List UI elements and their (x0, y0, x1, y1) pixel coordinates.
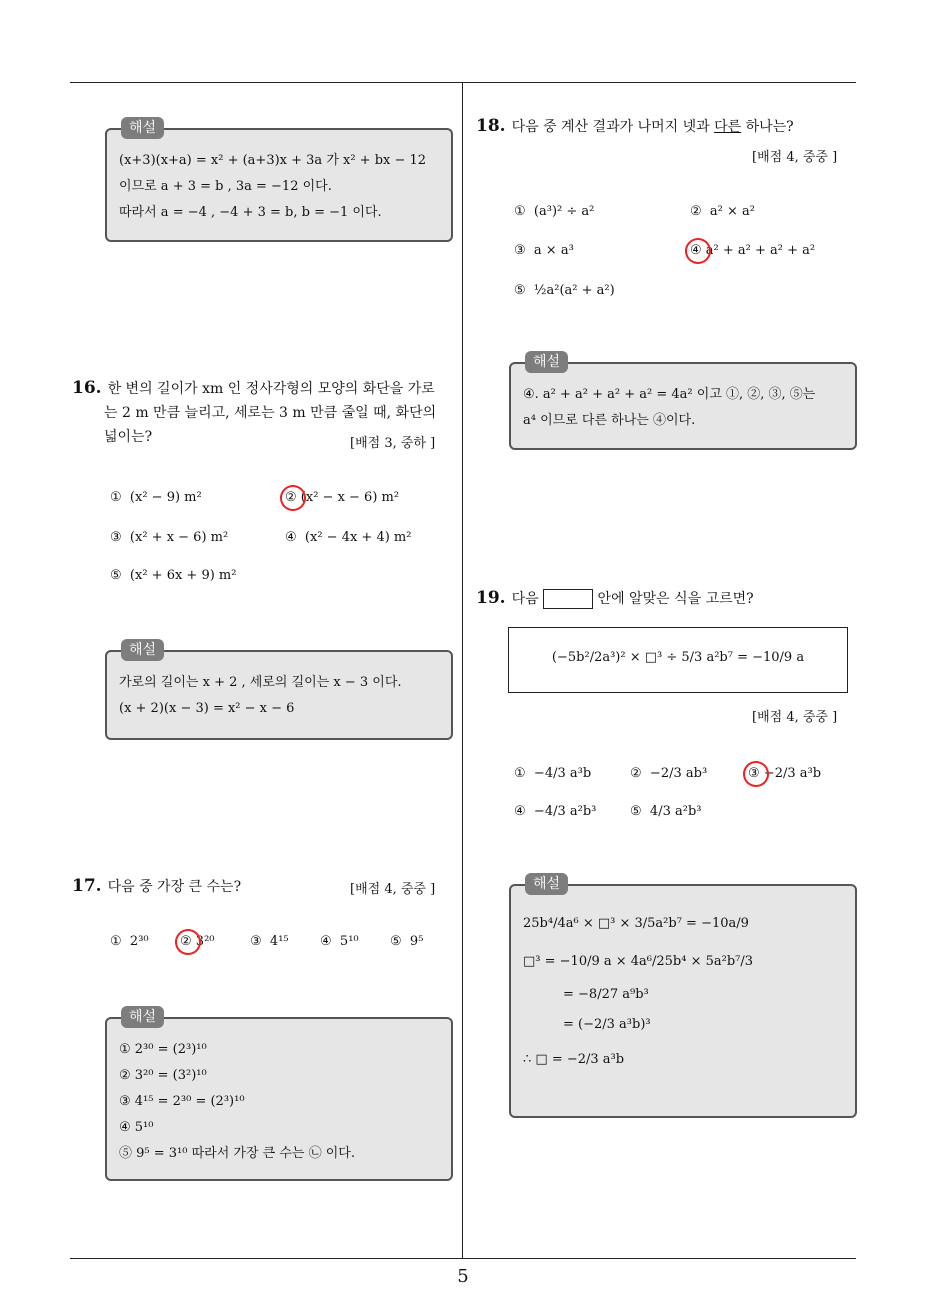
option-mark: ② (690, 204, 702, 219)
option-mark-circled: ② (285, 490, 297, 505)
answer-blank-box (543, 589, 593, 609)
option-mark: ① (110, 490, 122, 505)
option-text: (x² − x − 6) m² (300, 490, 400, 505)
q15-solution-box (105, 120, 453, 242)
option-text: (x² − 4x + 4) m² (304, 530, 412, 545)
q19-meta: [배점 4, 중중 ] (752, 710, 838, 725)
solution-line: ④. a² + a² + a² + a² = 4a² 이고 ①, ②, ③, ⑤는 (523, 387, 816, 402)
option-mark-circled: ② (180, 934, 192, 949)
q18-number: 18. (476, 116, 506, 136)
option-mark: ① (514, 766, 526, 781)
q19-expression: (−5b²/2a³)² × □³ ÷ 5/3 a²b⁷ = −10/9 a (551, 650, 805, 665)
q17-question (72, 874, 241, 899)
solution-line: ② 3²⁰ = (3²)¹⁰ (119, 1068, 207, 1083)
q18-text-underlined: 다른 (714, 119, 742, 135)
q19-option-1[interactable] (514, 766, 591, 781)
option-text: −2/3 a³b (763, 766, 822, 781)
solution-line: ① 2³⁰ = (2³)¹⁰ (119, 1042, 207, 1057)
solution-line: = (−2/3 a³b)³ (563, 1017, 651, 1032)
solution-line: 25b⁴/4a⁶ × □³ × 3/5a²b⁷ = −10a/9 (523, 916, 749, 931)
solution-line: ④ 5¹⁰ (119, 1120, 154, 1135)
option-mark: ④ (285, 530, 297, 545)
q16-solution-box (105, 642, 453, 740)
solution-line: 이므로 a + 3 = b , 3a = −12 이다. (119, 179, 332, 194)
q16-option-3[interactable] (110, 530, 228, 545)
option-mark: ① (110, 934, 122, 949)
top-rule (70, 82, 856, 83)
q19-number: 19. (476, 588, 506, 608)
option-text: (x² + 6x + 9) m² (129, 568, 237, 583)
q17-option-1[interactable] (110, 934, 149, 949)
option-mark: ⑤ (110, 568, 122, 583)
q18-text-before: 다음 중 계산 결과가 나머지 넷과 (511, 119, 715, 135)
solution-line: ③ 4¹⁵ = 2³⁰ = (2³)¹⁰ (119, 1094, 245, 1109)
q16-text-line1: 한 변의 길이가 xm 인 정사각형의 모양의 화단을 가로 (107, 381, 435, 397)
q19-expression-frame (508, 627, 848, 693)
option-mark: ⑤ (514, 283, 526, 298)
option-text: 4¹⁵ (269, 934, 289, 949)
page-number: 5 (457, 1266, 469, 1287)
option-text: −2/3 ab³ (649, 766, 708, 781)
option-mark-circled: ③ (748, 766, 760, 781)
q16-number: 16. (72, 378, 102, 398)
option-text: a² × a² (709, 204, 756, 219)
q19-option-2[interactable] (630, 766, 707, 781)
q18-text-after: 하나는? (741, 119, 794, 135)
option-mark: ③ (514, 243, 526, 258)
solution-tag: 해설 (525, 873, 568, 895)
option-text: 3²⁰ (195, 934, 215, 949)
option-mark: ③ (250, 934, 262, 949)
q18-option-4[interactable] (690, 243, 815, 258)
q17-number: 17. (72, 876, 102, 896)
bottom-rule (70, 1258, 856, 1259)
q18-meta: [배점 4, 중중 ] (752, 150, 838, 165)
option-text: 9⁵ (409, 934, 424, 949)
q17-option-4[interactable] (320, 934, 359, 949)
q19-option-4[interactable] (514, 804, 596, 819)
q18-option-3[interactable] (514, 243, 574, 258)
option-text: (a³)² ÷ a² (533, 204, 595, 219)
solution-line: □³ = −10/9 a × 4a⁶/25b⁴ × 5a²b⁷/3 (523, 954, 754, 969)
option-text: (x² − 9) m² (129, 490, 202, 505)
q19-solution-box (509, 876, 857, 1118)
solution-line: a⁴ 이므로 다른 하나는 ④이다. (523, 413, 696, 428)
q19-option-3[interactable] (748, 766, 821, 781)
q17-meta: [배점 4, 중중 ] (350, 882, 436, 897)
option-mark-circled: ④ (690, 243, 702, 258)
q16-option-5[interactable] (110, 568, 236, 583)
q16-option-4[interactable] (285, 530, 411, 545)
q16-option-1[interactable] (110, 490, 202, 505)
option-mark: ③ (110, 530, 122, 545)
q19-option-5[interactable] (630, 804, 701, 819)
solution-tag: 해설 (525, 351, 568, 373)
option-text: −4/3 a²b³ (533, 804, 597, 819)
solution-tag: 해설 (121, 1006, 164, 1028)
q16-text-line2: 는 2 m 만큼 늘리고, 세로는 3 m 만큼 줄일 때, 화단의 (104, 405, 437, 421)
column-divider (462, 82, 463, 1259)
solution-line: ∴ □ = −2/3 a³b (523, 1052, 625, 1067)
solution-line: = −8/27 a⁹b³ (563, 987, 649, 1002)
option-text: −4/3 a³b (533, 766, 592, 781)
solution-line: (x+3)(x+a) = x² + (a+3)x + 3a 가 x² + bx − 12 (119, 153, 427, 168)
solution-tag: 해설 (121, 117, 164, 139)
q18-option-1[interactable] (514, 204, 594, 219)
q16-text-line3: 넓이는? (104, 429, 153, 445)
option-text: a² + a² + a² + a² (705, 243, 816, 258)
q19-text-after: 안에 알맞은 식을 고르면? (597, 591, 754, 607)
option-text: 5¹⁰ (339, 934, 359, 949)
option-text: 4/3 a²b³ (649, 804, 702, 819)
q18-option-2[interactable] (690, 204, 755, 219)
q17-solution-box (105, 1009, 453, 1181)
option-mark: ④ (320, 934, 332, 949)
q19-question (476, 586, 754, 611)
q16-meta: [배점 3, 중하 ] (350, 436, 436, 451)
option-mark: ⑤ (630, 804, 642, 819)
q19-text-before: 다음 (511, 591, 539, 607)
solution-line: ⑤ 9⁵ = 3¹⁰ 따라서 가장 큰 수는 ㉡ 이다. (119, 1146, 355, 1161)
option-mark: ⑤ (390, 934, 402, 949)
option-mark: ④ (514, 804, 526, 819)
q18-option-5[interactable] (514, 283, 615, 298)
q18-question (476, 114, 794, 139)
option-mark: ② (630, 766, 642, 781)
option-mark: ① (514, 204, 526, 219)
solution-line: 따라서 a = −4 , −4 + 3 = b, b = −1 이다. (119, 205, 382, 220)
q17-option-2[interactable] (180, 934, 215, 949)
q17-option-3[interactable] (250, 934, 289, 949)
solution-tag: 해설 (121, 639, 164, 661)
q17-option-5[interactable] (390, 934, 423, 949)
option-text: a × a³ (533, 243, 574, 258)
option-text: 2³⁰ (129, 934, 149, 949)
q18-solution-box (509, 354, 857, 450)
solution-line: 가로의 길이는 x + 2 , 세로의 길이는 x − 3 이다. (119, 675, 402, 690)
option-text: (x² + x − 6) m² (129, 530, 229, 545)
q16-option-2[interactable] (285, 490, 399, 505)
q17-text: 다음 중 가장 큰 수는? (107, 879, 242, 895)
option-text: ½a²(a² + a²) (533, 283, 615, 298)
solution-line: (x + 2)(x − 3) = x² − x − 6 (119, 701, 295, 716)
